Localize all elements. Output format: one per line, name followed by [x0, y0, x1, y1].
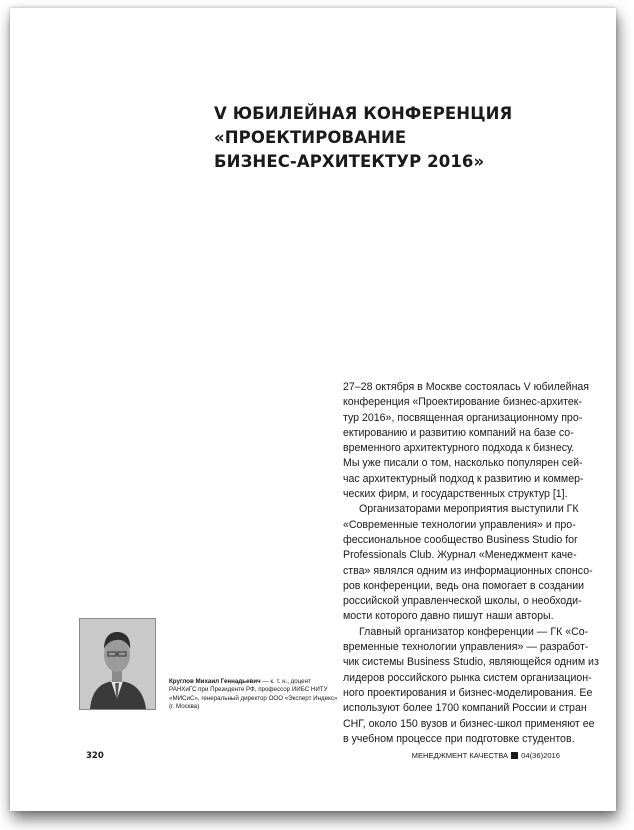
issue-number: 04(36)2016 [521, 751, 560, 760]
author-photo [79, 618, 156, 710]
author-affiliation: РАНХиГС при Президенте РФ, профессор ИИБС НИТУ [169, 686, 328, 694]
body-line: временного архитектурного подхода к бизнесу. [343, 442, 575, 455]
body-line: СНГ, около 150 вузов и бизнес-школ применяют ее [343, 717, 595, 730]
body-line: временные технологии управления» — разработ- [343, 641, 589, 654]
author-name: Круглов Михаил Геннадьевич [169, 678, 261, 685]
journal-name: МЕНЕДЖМЕНТ КАЧЕСТВА [411, 751, 509, 760]
author-location: (г. Москва) [169, 703, 200, 711]
body-line: тур 2016», посвященная организационному про- [343, 411, 583, 424]
body-line: 27–28 октября в Москве состоялась V юбилейная [343, 381, 590, 393]
body-line: используют более 1700 компаний России и стран [343, 702, 587, 715]
page-number: 320 [86, 751, 104, 761]
body-line: фессиональное сообщество Business Studio for [343, 533, 578, 546]
body-line: «Современные технологии управления» и про- [343, 518, 576, 531]
body-line: Организаторами мероприятия выступили ГК [359, 503, 579, 516]
author-caption [169, 678, 339, 712]
title-line: БИЗНЕС-АРХИТЕКТУР 2016» [214, 152, 485, 171]
author-affiliation: «МИСиС», генеральный директор ООО «Эксперт Индекс» [169, 694, 338, 702]
body-line: лидеров российского рынка систем организацион- [343, 671, 592, 684]
body-line: ства» являлся одним из информационных спонсо- [343, 564, 593, 577]
body-line: ческих фирм, и государственных структур [1]. [343, 488, 568, 501]
body-line: мости которого давно пишут наши авторы. [343, 610, 554, 623]
running-footer [412, 751, 560, 760]
body-line: час архитектурный подход к развитию и коммер- [343, 472, 584, 485]
author-title: — к. т. н., доцент [260, 678, 311, 685]
author-portrait-icon [80, 619, 155, 709]
article-body [343, 380, 599, 747]
magazine-page [10, 8, 616, 811]
body-line: Главный организатор конференции — ГК «Со- [359, 625, 589, 638]
article-title [214, 102, 554, 174]
body-line: в учебном процессе при подготовке студентов. [343, 732, 575, 745]
title-line: V ЮБИЛЕЙНАЯ КОНФЕРЕНЦИЯ [214, 104, 513, 123]
body-line: российской управленческой школы, о необходи- [343, 595, 582, 608]
title-line: «ПРОЕКТИРОВАНИЕ [214, 128, 407, 147]
body-line: Professionals Club. Журнал «Менеджмент каче- [343, 549, 577, 562]
body-line: ного проектирования и бизнес-моделирования. Ее [343, 686, 593, 699]
body-line: чик системы Business Studio, являющейся одним из [343, 656, 599, 669]
body-line: ров конференции, ведь она помогает в создании [343, 579, 585, 592]
square-bullet-icon [511, 752, 518, 759]
body-line: конференция «Проектирование бизнес-архитек- [343, 396, 582, 409]
body-line: ектированию и развитию компаний на базе со- [343, 426, 574, 439]
body-line: Мы уже писали о том, насколько популярен сей- [343, 457, 583, 470]
